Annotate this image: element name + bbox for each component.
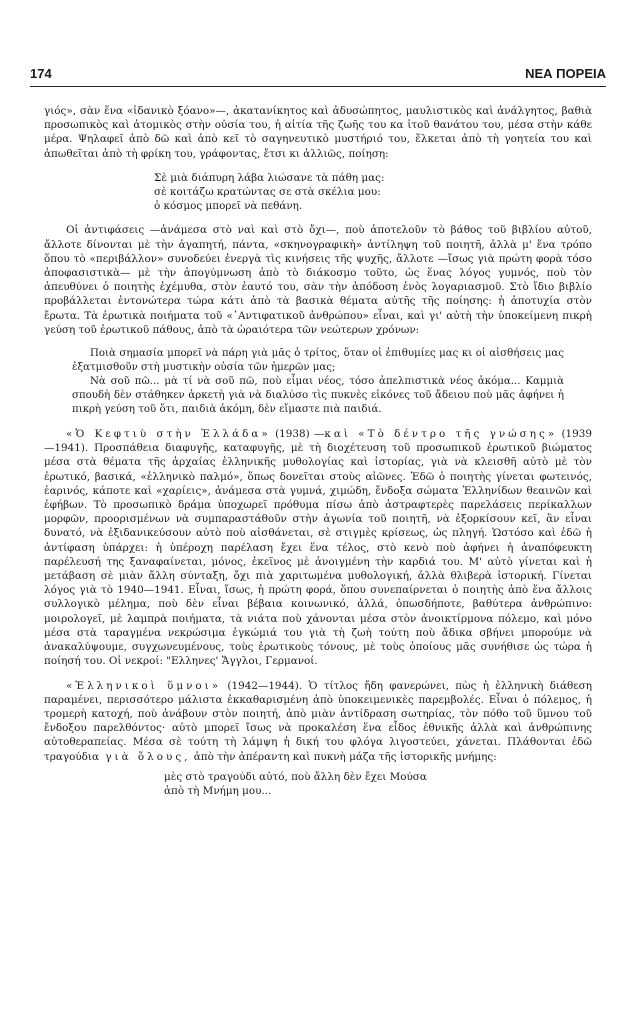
quote-paragraph: Ποιὰ σημασία μπορεῖ νὰ πάρη γιὰ μᾶς ὁ τρίτος, ὅταν οἱ ἐπιθυμίες μας κι οἱ αἰσθήσεις μας ἐξατμισθοῦν στὴ μυστικὴν οὐσία τῶν ἡμερῶν μας; bbox=[72, 348, 564, 374]
journal-title: ΝΕΑ ΠΟΡΕΙΑ bbox=[525, 66, 606, 81]
poem-line: ὁ κόσμος μπορεῖ νὰ πεθάνη. bbox=[154, 200, 303, 213]
paragraph-3-year: (1938) — bbox=[270, 428, 325, 441]
book-title-ymnoi: «Ἑλληνικοὶ ὕμνοι» bbox=[66, 679, 222, 692]
poem-line: σὲ κοιτάζω κρατώντας σε στὰ σκέλια μου: bbox=[154, 186, 381, 199]
quote-paragraph: Νὰ σοῦ πῶ... μὰ τί νὰ σοῦ πῶ, ποὺ εἶμαι νέος, τόσο ἀπελπιστικὰ νέος ἀκόμα... Καμμιὰ σπουδὴ δὲν στάθηκεν ἀρκετὴ γιὰ νὰ διαλύσο τὶς πυκνὲς εἰκόνες τοῦ ἄδειου ποὺ μᾶς ἀφήνει ἡ πικρὴ γεύση τοῦ ὅτι, παιδιὰ ἀκόμη, δὲν εἴμαστε πιὰ παιδιά. bbox=[72, 376, 564, 416]
paragraph-4-text: (1942—1944). Ὁ τίτλος ἤδη φανερώνει, πὼς ἡ ἑλληνικὴ διάθεση παραμένει, περισσότερο μάλιστα ἐκκαθαρισμένη ἀπὸ ὑποκειμενικὲς παρεμβολές. Εἶναι ὁ πόλεμος, ἡ τρομερὴ κατοχή, ποὺ ἀνάβουν στὸν ποιητή, ἀπὸ μιὰν ἀντίδραση σωτηρίας, τὸν πόθο τοῦ ὕμνου τοῦ ἔνδοξου παρελθόντος· αὐτὸ μπορεῖ ἴσως νὰ προκαλέση ἕνα εἶδος ἐθνικῆς ἀλλὰ καὶ ἀνθρώπινης αὐτοθεραπείας. Μέσα σὲ τούτη τὴ λάμψη ἡ δική του φλόγα λιγοστεύει, χάνεται. Πλάθονται ἐδῶ τραγούδια bbox=[44, 679, 592, 763]
paragraph-1: γιός», σὰν ἕνα «ἰδανικὸ ξόανο»—, ἀκατανίκητος καὶ ἀδυσώπητος, μαυλιστικὸς καὶ ἀνάλγητος, βαθιὰ προσωπικὸς καὶ ἀτομικὸς στὴν οὐσία του, ἡ αἰτία τῆς ζωῆς του κα ἰτοῦ θανάτου του, μέσα στὴν κάθε μέρα. Ψηλαφεῖ ἀπὸ δῶ καὶ ἀπὸ κεῖ τὸ σαγηνευτικὸ μυστήριό του, ἕλκεται ἀπὸ τὴ γοητεία του καὶ ἀπωθεῖται ἀπὸ τὴ φρίκη του, γράφοντας, ἔτσι κι ἀλλιῶς, ποίηση: bbox=[44, 105, 592, 160]
page-header bbox=[30, 66, 606, 86]
book-title-dentro: «Τὸ δέντρο τῆς γνώσης» bbox=[350, 428, 558, 441]
book-title-keftiu: «Ὁ Κεφτιὺ στὴν Ἑλλάδα» bbox=[66, 428, 271, 441]
poem-line: Σὲ μιὰ διάπυρη λάβα λιώσανε τὰ πάθη μας: bbox=[154, 171, 385, 184]
prose-poem-quote bbox=[72, 347, 564, 417]
paragraph-3 bbox=[44, 427, 592, 668]
paragraph-2: Οἱ ἀντιφάσεις —ἀνάμεσα στὸ ναὶ καὶ στὸ ὄχι—, ποὺ ἀποτελοῦν τὸ βάθος τοῦ βιβλίου αὐτοῦ, ἄλλοτε δίνονται μὲ τὴν ἀγαπητή, πάντα, «σκηνογραφικὴ» ἀντίληψη τοῦ ποιητῆ, ἀλλὰ μ' ἕνα τρόπο ὅπου τὸ «περιβάλλον» συνοδεύει ἐνεργὰ τὶς κινήσεις τῆς ψυχῆς, ἄλλοτε —ἴσως γιὰ πρώτη φορὰ τόσο ἀποφασιστικὰ— μὲ τὴν ἀπογύμνωση ἀπὸ τὸ διάκοσμο τοῦτο, ὡς ἕνας λόγος γυμνός, ποὺ τὸν ἀπευθύνει ὁ ποιητὴς ἐχέμυθα, στὸν ἑαυτό του, σὰν τὴν ἀπόδοση ἑνὸς λογαριασμοῦ. Στὸ ἴδιο βιβλίο προβάλλεται ἐντονώτερα τώρα κάτι ἀπὸ τὰ βασικὰ θέματα αὐτῆς τῆς ποίησης: ἡ ἀποτυχία στὸν ἔρωτα. Τὰ ἐρωτικὰ ποιήματα τοῦ «᾿Αντιφατικοῦ ἀνθρώπου» εἶναι, καὶ γι' αὐτὴ τὴν ὑποκείμενη πικρὴ γεύση τοῦ ἐρωτικοῦ πάθους, ἀπὸ τὰ ὡραιότερα τῶν νεώτερων χρόνων: bbox=[44, 224, 592, 336]
paragraph-3-kai: καὶ bbox=[324, 428, 351, 441]
paragraph-4-end: ἀπὸ τὴν ἀπέραντη καὶ πυκνὴ μάζα τῆς ἱστορικῆς μνήμης: bbox=[190, 750, 497, 763]
poem-line: ἀπὸ τὴ Μνήμη μου... bbox=[164, 784, 272, 797]
page-number: 174 bbox=[30, 66, 52, 81]
poem-line: μὲς στὸ τραγούδι αὐτό, ποὺ ἄλλη δὲν ἔχει Μούσα bbox=[164, 770, 427, 783]
poem-excerpt-1 bbox=[154, 171, 592, 214]
article-body bbox=[44, 104, 592, 798]
paragraph-4-emphasis: γιὰ ὅλους, bbox=[99, 750, 191, 763]
paragraph-4 bbox=[44, 679, 592, 764]
paragraph-3-text: (1939—1941). Προσπάθεια διαφυγῆς, καταφυγῆς, μὲ τὴ διοχέτευση τοῦ προσωπικοῦ ἐρωτικοῦ βιώματος μέσα στὰ θέματα τῆς ἀρχαίας ἑλληνικῆς μυθολογίας καὶ ἱστορίας, γιὰ νὰ κλεισθῆ αὐτὸ μὲ τὸν ἐρωτικό, βασικά, «ἑλληνικὸ παλμό», ὅπως δονεῖται στοὺς αἰῶνες. Ἐδῶ ὁ ποιητὴς γίνεται φωτεινός, ἐαρινός, κάποτε καὶ «χαρίεις», ἀνάμεσα στὰ γυμνά, χιμώδη, ἔνδοξα σώματα Ἑλληνίδων θεαινῶν καὶ ἐφήβων. Τὸ προσωπικὸ δράμα ὑποχωρεῖ πρόθυμα πίσω ἀπὸ ἀστραφτερὲς παρελάσεις περίκαλλων μορφῶν, προορισμένων νὰ συμπαραστάθοῦν στὴν ἀγωνία τοῦ ποιητῆ, νὰ ἐξορκίσουν κεῖ, ἂν εἶναι δυνατό, νὰ ἐξιδανικεύσουν αὐτὸ ποὺ αἰσθάνεται, σὲ στιγμὲς κρίσεως, ὡς πληγή. Ὡστόσο καὶ ἐδῶ ἡ ἀντίφαση ὑπάρχει: ἡ ὑπέροχη παρέλαση ἔχει ἕνα τέλος, στὸ κενὸ ποὺ ἀφήνει ἡ ἀναπόφευκτη παρέλευσή της ξαναφαίνεται, μόνος, ἐκεῖνος μὲ ἀνοιγμένη τὴν καρδιά του. Μ' αὐτὸ γίνεται καὶ ἡ μετάβαση σὲ μιὰν ἄλλη σύνταξη, ὄχι πιὰ χαριτωμένα μυθολογική, ἀλλὰ θλιβερὰ ἱστορική. Γίνεται λόγος γιὰ τὸ 1940—1941. Εἶναι, ἴσως, ἡ πρώτη φορά, ὅπου συνεπαίρνεται ὁ ποιητὴς ἀπὸ ἕνα ἄλλοις συλλογικὸ μέλημα, ποὺ δὲν εἶναι βέβαια κοινωνικό, ἀλλά, ὁπωσδήποτε, βαθύτερα ἀνθρώπινο: μοιρολογεῖ, μὲ λαμπρὰ ποιήματα, τὰ νιάτα ποὺ χάνονται μέσα στὸν ἀνοικτίρμονα πόλεμο, καὶ μόνο μέσα στὰ ταραγμένα νεκρώσιμα ἐγκώμιά του γιὰ τὴ ζωὴ τούτη ποὺ ἄδικα σβήνει μπορούμε νὰ ἀνακαλύψουμε, συγχωνευμένους, τοὺς ἐρωτικοὺς τόνους, μὲ τοὺς ὁποίους μᾶς συνήθισε ὡς τώρα ἡ ποίησή του. Οἱ νεκροί: "Ελληνες' Ἄγγλοι, Γερμανοί. bbox=[44, 428, 592, 668]
header-rule bbox=[30, 86, 606, 87]
poem-excerpt-2 bbox=[164, 770, 592, 798]
